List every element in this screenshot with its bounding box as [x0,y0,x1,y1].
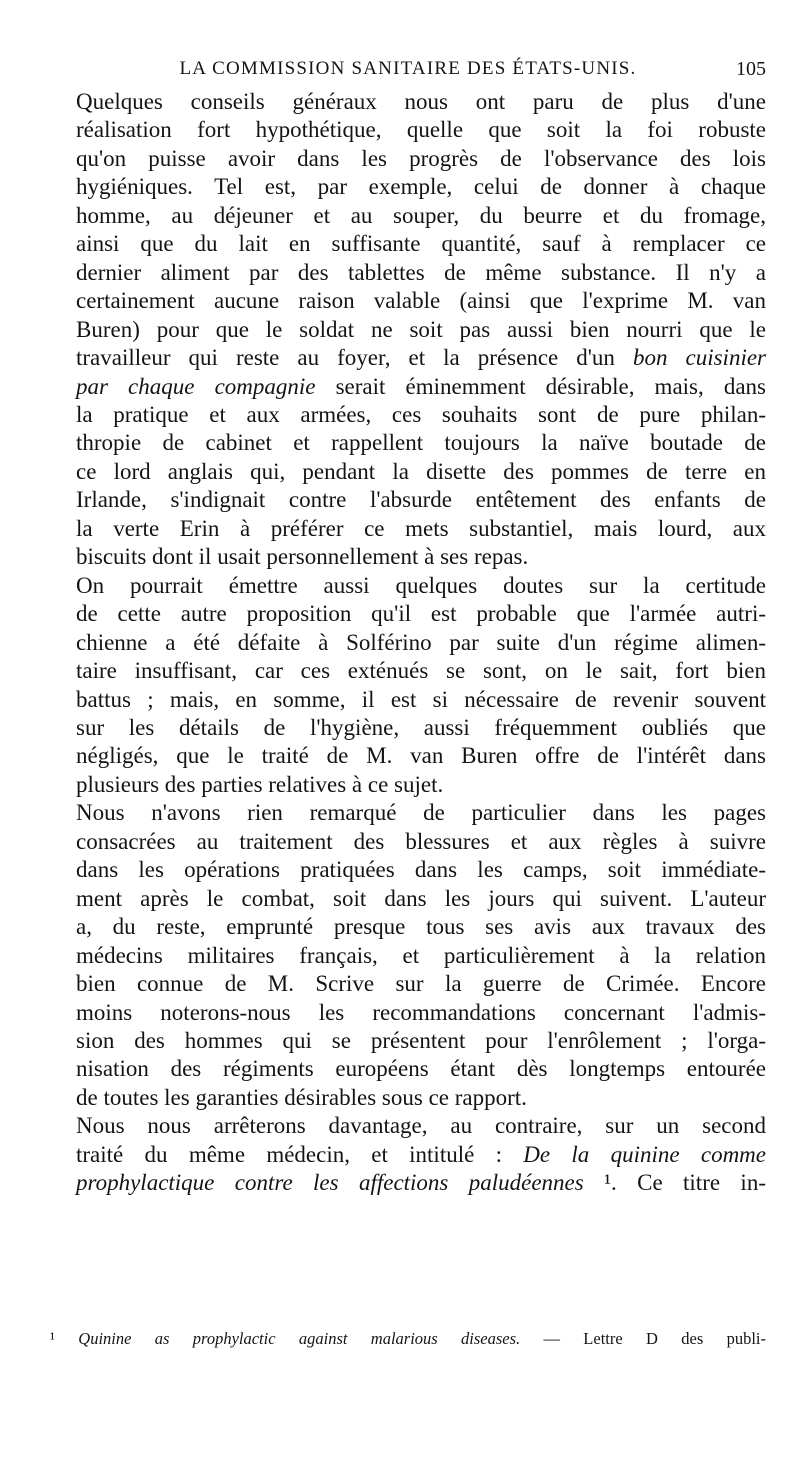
footnote-marker: ¹ [50,1329,55,1348]
text-line: qu'on puisse avoir dans les progrès de l'observance des lois [76,145,766,171]
text-line: Quelques conseils généraux nous ont paru de plus d'une [76,89,766,114]
text-line: homme, au déjeuner et au souper, du beurre et du fromage, [76,202,766,228]
text-line: biscuits dont il usait personnellement à ses repas. [76,544,529,570]
body-text [50,88,766,1198]
text-line: consacrées au traitement des blessures et aux règles à suivre [76,828,766,854]
text-line: ainsi que du lait en suffisante quantité, sauf à remplacer ce [76,231,766,257]
text-line: dernier aliment par des tablettes de même substance. Il n'y a [76,259,766,285]
text-line: Nous n'avons rien remarqué de particulier dans les pages [76,800,766,826]
text-line: certainement aucune raison valable (ainsi que l'exprime M. van [76,288,766,314]
paragraph [50,88,766,572]
text-line: bien connue de M. Scrive sur la guerre de Crimée. Encore [76,971,766,997]
paragraph [50,799,766,1112]
text-line: négligés, que le traité de M. van Buren offre de l'intérêt dans [76,743,766,769]
text-line: dans les opérations pratiquées dans les camps, soit immédiate- [76,857,766,883]
text-line: médecins militaires français, et particulièrement à la relation [76,942,766,968]
text-line: moins noterons-nous les recommandations concernant l'admis- [76,999,766,1025]
text-line: sion des hommes qui se présentent pour l'enrôlement ; l'orga- [76,1027,766,1053]
text-line: ment après le combat, soit dans les jours qui suivent. L'auteur [76,885,766,911]
text-line: plusieurs des parties relatives à ce sujet. [76,771,444,797]
text-line: prophylactique contre les affections paludéennes ¹. Ce titre in- [76,1170,766,1196]
italic-phrase: De la quinine comme [523,1141,767,1167]
text-line: de toutes les garanties désirables sous ce rapport. [76,1084,527,1110]
text-line: la pratique et aux armées, ces souhaits sont de pure philan- [76,401,766,427]
text-line: hygiéniques. Tel est, par exemple, celui de donner à chaque [76,174,766,200]
footnote-title: Quinine as prophylactic against malarious diseases. [78,1329,521,1348]
running-head: LA COMMISSION SANITAIRE DES ÉTATS-UNIS. [179,58,637,79]
text-line: chienne a été défaite à Solférino par suite d'un régime alimen- [76,629,766,655]
text-line: ce lord anglais qui, pendant la disette des pommes de terre en [76,458,766,484]
italic-phrase: bon cuisinier [632,345,766,371]
text-line: Irlande, s'indignait contre l'absurde entêtement des enfants de [76,487,766,513]
footnote [50,1329,766,1349]
text-line: sur les détails de l'hygiène, aussi fréquemment oubliés que [76,714,766,740]
text-line: la verte Erin à préférer ce mets substantiel, mais lourd, aux [76,515,766,541]
text-line: On pourrait émettre aussi quelques doutes sur la certitude [76,572,766,598]
page-number: 105 [736,58,766,80]
text-line: réalisation fort hypothétique, quelle que soit la foi robuste [76,117,766,143]
text-line: nisation des régiments européens étant dès longtemps entourée [76,1056,766,1082]
text-line: battus ; mais, en somme, il est si nécessaire de revenir souvent [76,686,766,712]
text-line: a, du reste, emprunté presque tous ses avis aux travaux des [76,914,766,940]
text-line: Buren) pour que le soldat ne soit pas aussi bien nourri que le [76,316,766,342]
text-line: travailleur qui reste au foyer, et la présence d'un bon cuisinier [76,345,766,371]
book-page [50,0,766,1474]
italic-phrase: par chaque compagnie [76,373,316,399]
text-line: par chaque compagnie serait éminemment désirable, mais, dans [76,373,766,399]
text-line: taire insuffisant, car ces exténués se sont, on le sait, fort bien [76,658,766,684]
paragraph [50,572,766,800]
italic-phrase: prophylactique contre les affections paludéennes [76,1170,584,1196]
text-line: thropie de cabinet et rappellent toujours la naïve boutade de [76,430,766,456]
page-header [50,52,766,82]
paragraph [50,1112,766,1197]
text-line: traité du même médecin, et intitulé : De la quinine comme [76,1141,767,1167]
footnote-rest: — Lettre D des publi- [543,1329,766,1348]
text-line: Nous nous arrêterons davantage, au contraire, sur un second [76,1113,766,1139]
text-line: de cette autre proposition qu'il est probable que l'armée autri- [76,601,766,627]
